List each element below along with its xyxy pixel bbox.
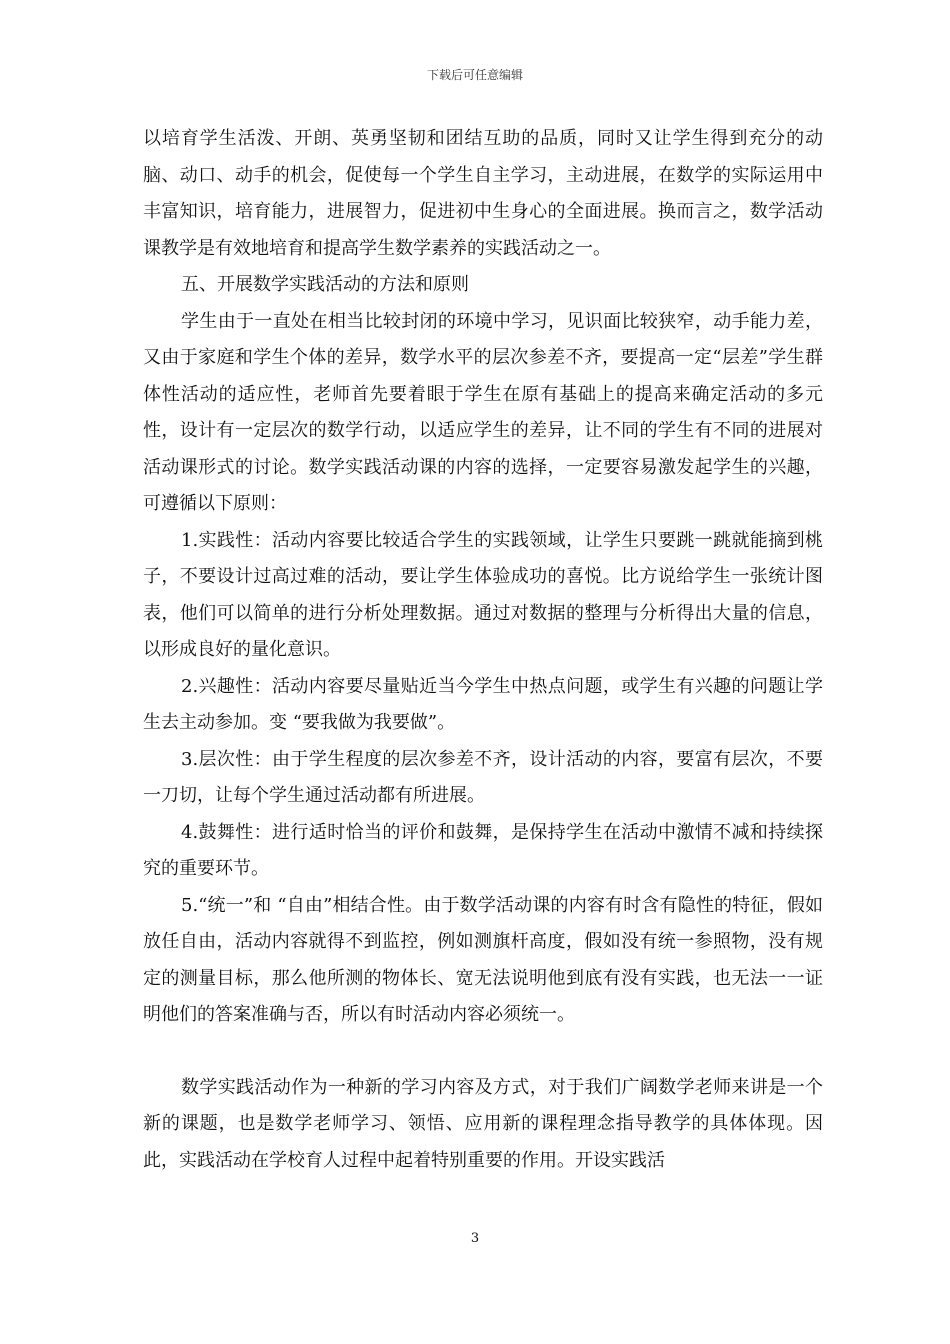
document-body bbox=[143, 121, 823, 1179]
paragraph-gap bbox=[143, 1034, 823, 1070]
principle-item-1: 1.实践性：活动内容要比较适合学生的实践领域，让学生只要跳一跳就能摘到桃子，不要设计过高过难的活动，要让学生体验成功的喜悦。比方说给学生一张统计图表，他们可以简单的进行分析处理数据。通过对数据的整理与分析得出大量的信息，以形成良好的量化意识。 bbox=[143, 529, 823, 660]
paragraph: 学生由于一直处在相当比较封闭的环境中学习，见识面比较狭窄，动手能力差，又由于家庭和学生个体的差异，数学水平的层次参差不齐，要提高一定“层差”学生群体性活动的适应性，老师首先要着眼于学生在原有基础上的提高来确定活动的多元性，设计有一定层次的数学行动，以适应学生的差异，让不同的学生有不同的进展对活动课形式的讨论。数学实践活动课的内容的选择，一定要容易激发起学生的兴趣，可遵循以下原则： bbox=[143, 310, 823, 514]
principle-item-2: 2.兴趣性：活动内容要尽量贴近当今学生中热点问题，或学生有兴趣的问题让学生去主动参加。变 “要我做为我要做”。 bbox=[143, 675, 823, 733]
principle-item-5: 5.“统一”和 “自由”相结合性。由于数学活动课的内容有时含有隐性的特征，假如放任自由，活动内容就得不到监控，例如测旗杆高度，假如没有统一参照物，没有规定的测量目标，那么他所测的物体长、宽无法说明他到底有没有实践，也无法一一证明他们的答案准确与否，所以有时活动内容必须统一。 bbox=[143, 894, 823, 1025]
principle-item-3: 3.层次性：由于学生程度的层次参差不齐，设计活动的内容，要富有层次，不要一刀切，让每个学生通过活动都有所进展。 bbox=[143, 748, 823, 806]
principle-item-4: 4.鼓舞性：进行适时恰当的评价和鼓舞，是保持学生在活动中激情不减和持续探究的重要环节。 bbox=[143, 821, 823, 879]
page-number: 3 bbox=[470, 1231, 480, 1246]
paragraph: 数学实践活动作为一种新的学习内容及方式，对于我们广阔数学老师来讲是一个新的课题，也是数学老师学习、领悟、应用新的课程理念指导教学的具体体现。因此，实践活动在学校育人过程中起着特别重要的作用。开设实践活 bbox=[143, 1076, 823, 1171]
page-header: 下载后可任意编辑 bbox=[426, 68, 523, 82]
paragraph-continued: 以培育学生活泼、开朗、英勇坚韧和团结互助的品质，同时又让学生得到充分的动脑、动口、动手的机会，促使每一个学生自主学习，主动进展，在数学的实际运用中丰富知识，培育能力，进展智力，促进初中生身心的全面进展。换而言之，数学活动课教学是有效地培育和提高学生数学素养的实践活动之一。 bbox=[143, 128, 823, 259]
section-heading: 五、开展数学实践活动的方法和原则 bbox=[181, 274, 469, 295]
